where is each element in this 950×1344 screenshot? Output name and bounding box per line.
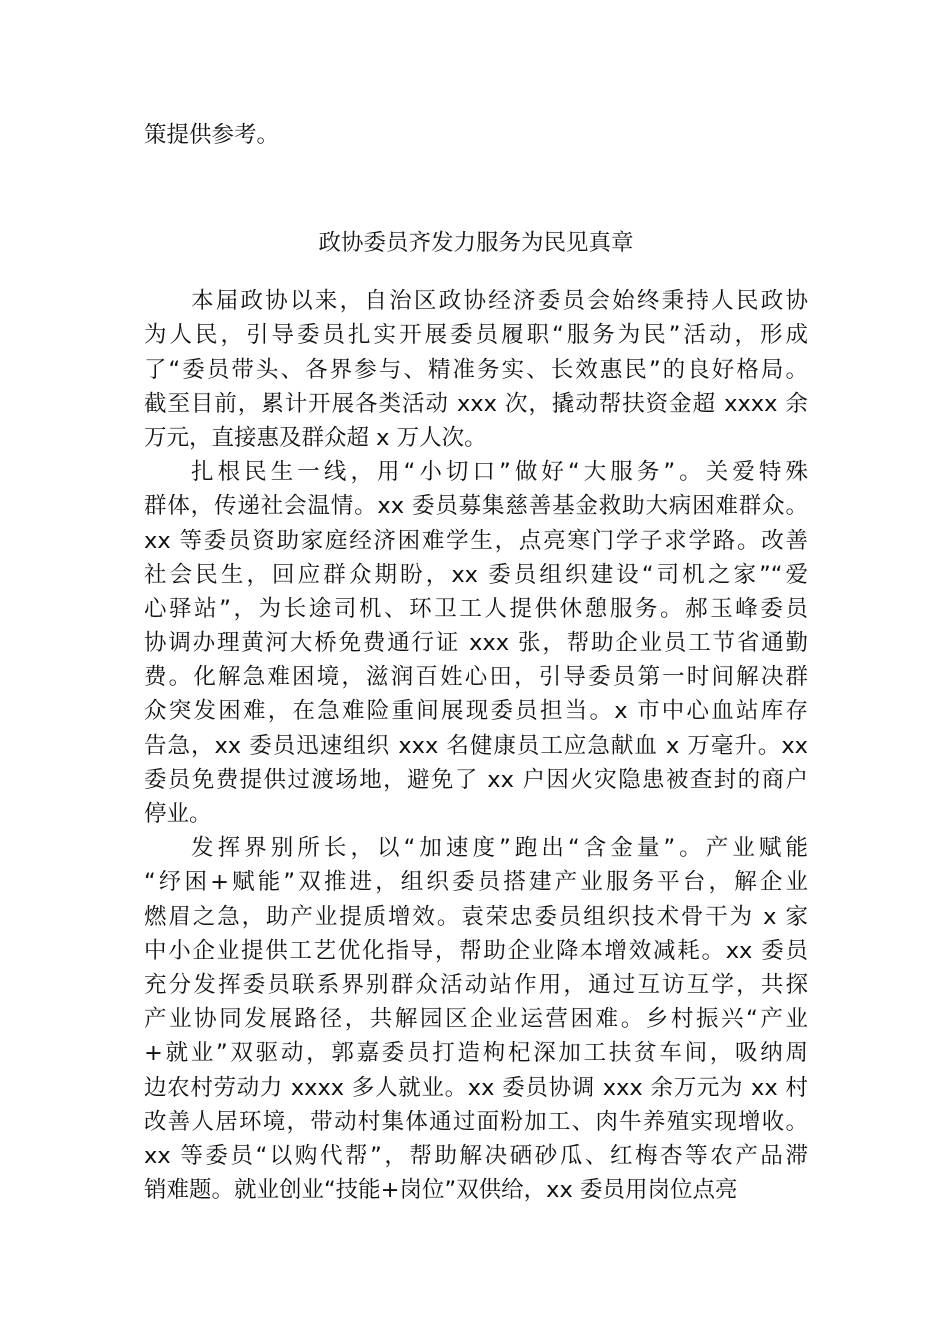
body-paragraphs: [144, 284, 808, 1207]
paragraph-line: 告急，xx 委员迅速组织 xxx 名健康员工应急献血 x 万毫升。xx: [144, 732, 808, 759]
paragraph-line: 停业。: [144, 801, 212, 827]
paragraph: [144, 831, 808, 1207]
paragraph-line: 中小企业提供工艺优化指导，帮助企业降本增效减耗。xx 委员: [144, 937, 808, 964]
paragraph-line: 边农村劳动力 xxxx 多人就业。xx 委员协调 xxx 余万元为 xx 村: [144, 1074, 808, 1101]
paragraph-line: xx 等委员资助家庭经济困难学生，点亮寒门学子求学路。改善: [144, 527, 808, 554]
document-page: [144, 118, 808, 1207]
spacer: [144, 260, 808, 284]
paragraph-line: 委员免费提供过渡场地，避免了 xx 户因火灾隐患被查封的商户: [144, 766, 808, 793]
paragraph-line: 销难题。就业创业“技能+岗位”双供给，xx 委员用岗位点亮: [144, 1177, 738, 1204]
paragraph-line: xx 等委员“以购代帮”，帮助解决硒砂瓜、红梅杏等农产品滞: [144, 1142, 808, 1169]
paragraph-line: 截至目前，累计开展各类活动 xxx 次，撬动帮扶资金超 xxxx 余: [144, 390, 808, 417]
paragraph-line: 燃眉之急，助产业提质增效。袁荣忠委员组织技术骨干为 x 家: [144, 903, 808, 930]
intro-tail-text: 策提供参考。: [144, 122, 280, 148]
paragraph-line: 心驿站”，为长途司机、环卫工人提供休憩服务。郝玉峰委员: [144, 595, 808, 622]
paragraph-line: 改善人居环境，带动村集体通过面粉加工、肉牛养殖实现增收。: [144, 1108, 808, 1135]
paragraph-line: 众突发困难，在急难险重间展现委员担当。x 市中心血站库存: [144, 698, 808, 725]
paragraph-line: 本届政协以来，自治区政协经济委员会始终秉持人民政协: [191, 288, 808, 315]
spacer: [144, 152, 808, 226]
paragraph-line: 扎根民生一线，用“小切口”做好“大服务”。关爱特殊: [191, 459, 808, 486]
paragraph-line: 为人民，引导委员扎实开展委员履职“服务为民”活动，形成: [144, 322, 808, 349]
paragraph-line: 发挥界别所长，以“加速度”跑出“含金量”。产业赋能: [191, 835, 808, 862]
section-title: 政协委员齐发力服务为民见真章: [318, 230, 634, 257]
paragraph-line: 产业协同发展路径，共解园区企业运营困难。乡村振兴“产业: [144, 1006, 808, 1033]
paragraph-line: 社会民生，回应群众期盼，xx 委员组织建设“司机之家”“爱: [144, 561, 808, 588]
paragraph-line: 了“委员带头、各界参与、精准务实、长效惠民”的良好格局。: [144, 356, 808, 383]
paragraph-line: “纾困+赋能”双推进，组织委员搭建产业服务平台，解企业: [144, 869, 808, 896]
paragraph: [144, 284, 808, 455]
paragraph-line: 万元，直接惠及群众超 x 万人次。: [144, 424, 487, 451]
paragraph-line: 费。化解急难困境，滋润百姓心田，引导委员第一时间解决群: [144, 664, 808, 691]
paragraph: [144, 455, 808, 831]
paragraph-line: 群体，传递社会温情。xx 委员募集慈善基金救助大病困难群众。: [144, 493, 808, 520]
paragraph-line: 协调办理黄河大桥免费通行证 xxx 张，帮助企业员工节省通勤: [144, 630, 808, 657]
paragraph-line: 充分发挥委员联系界别群众活动站作用，通过互访互学，共探: [144, 971, 808, 998]
paragraph-line: +就业”双驱动，郭嘉委员打造枸杞深加工扶贫车间，吸纳周: [144, 1040, 808, 1067]
